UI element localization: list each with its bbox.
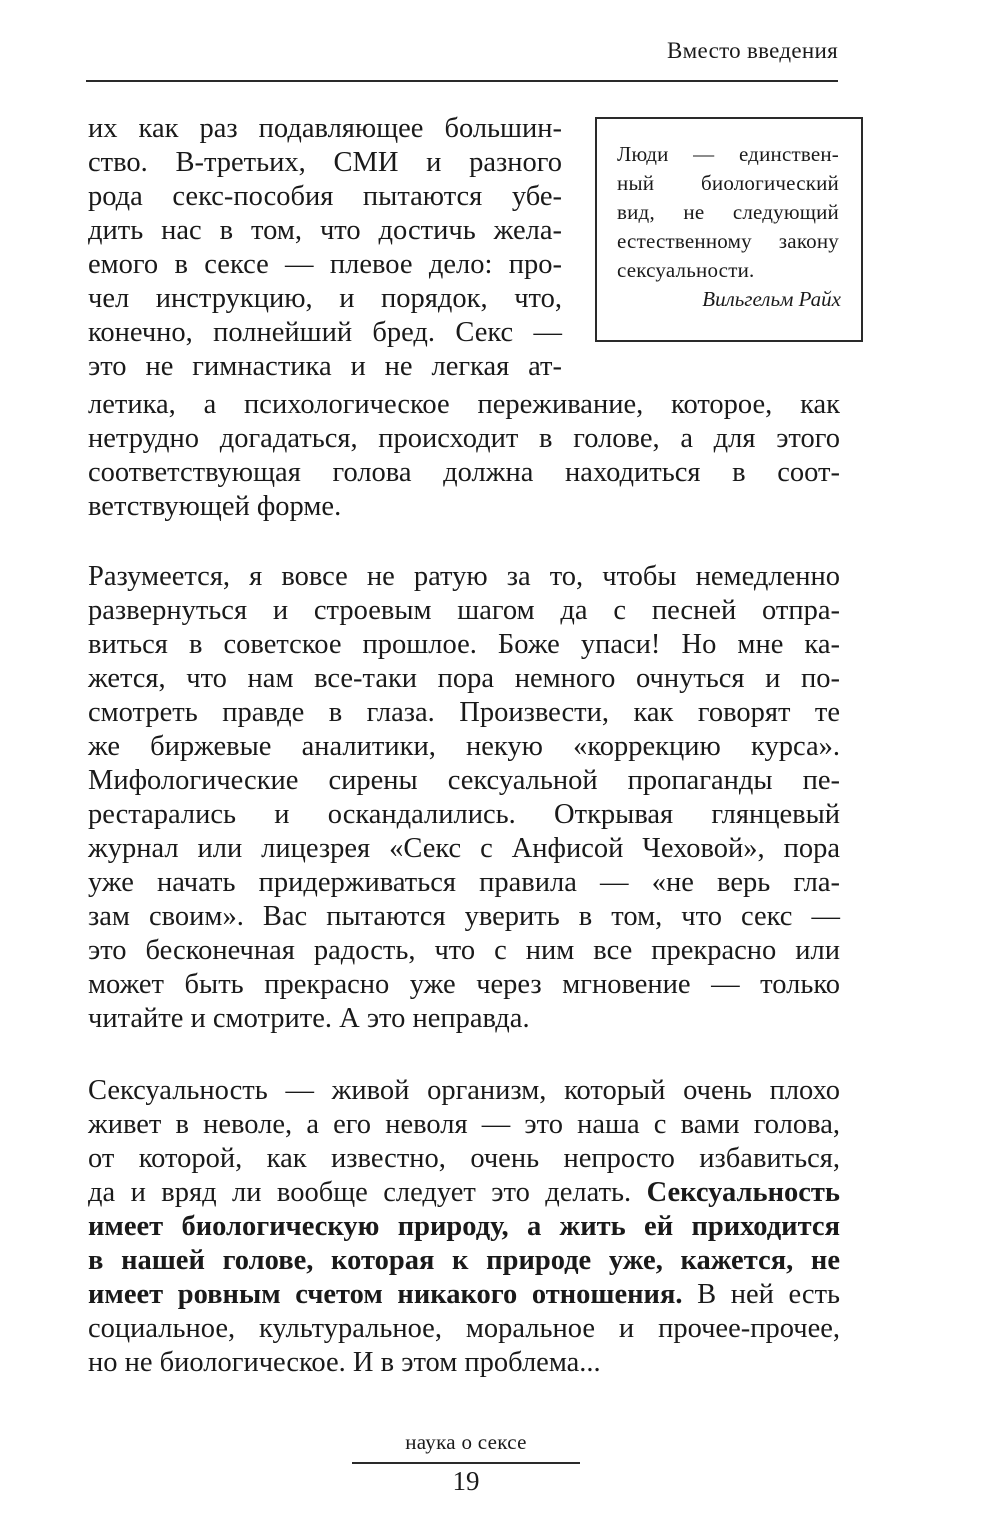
body-line: это бесконечная радость, что с ним все прекрасно или (88, 935, 840, 966)
quote-line: Люди — единствен- (617, 142, 839, 166)
body-line: живет в неволе, а его неволя — это наша с вами голова, (88, 1109, 840, 1140)
body-line: зам своим». Вас пытаются уверить в том, что секс — (88, 901, 840, 932)
body-line: соответствующая голова должна находиться в соот- (88, 457, 840, 488)
quote-line: ный биологический (617, 171, 839, 195)
quote-author: Вильгельм Райх (702, 287, 841, 311)
body-line: это не гимнастика и не легкая ат- (88, 351, 562, 382)
body-line-mixed (88, 1176, 840, 1210)
body-line: журнал или лицезрея «Секс с Анфисой Чеховой», пора (88, 833, 840, 864)
body-line: их как раз подавляющее большин- (88, 113, 562, 144)
body-line: может быть прекрасно уже через мгновение — только (88, 969, 840, 1000)
body-line: но не биологическое. И в этом проблема... (88, 1347, 601, 1378)
body-line-bold: имеет биологическую природу, а жить ей приходится (88, 1211, 840, 1242)
body-line: читайте и смотрите. А это неправда. (88, 1003, 530, 1034)
footer-rule (352, 1462, 580, 1464)
body-line: рестарались и оскандалились. Открывая глянцевый (88, 799, 840, 830)
quote-line: вид, не следующий (617, 200, 839, 224)
body-line: конечно, полнейший бред. Секс — (88, 317, 562, 348)
body-line: ство. В-третьих, СМИ и разного (88, 147, 562, 178)
body-text: В ней есть (697, 1279, 841, 1310)
body-line: Сексуальность — живой организм, который очень плохо (88, 1075, 840, 1106)
body-line: Разумеется, я вовсе не ратую за то, чтобы немедленно (88, 561, 840, 592)
body-line: виться в советское прошлое. Боже упаси! Но мне ка- (88, 629, 840, 660)
body-line: развернуться и строевым шагом да с песней отпра- (88, 595, 840, 626)
body-line: дить нас в том, что достичь жела- (88, 215, 562, 246)
footer-book-title: наука о сексе (405, 1430, 527, 1454)
quote-line: сексуальности. (617, 258, 755, 282)
bold-text: имеет ровным счетом никакого отношения. (88, 1279, 683, 1310)
bold-text: Сексуальность (646, 1177, 840, 1208)
body-line: социальное, культуральное, моральное и прочее-прочее, (88, 1313, 840, 1344)
body-line: уже начать придерживаться правила — «не верь гла- (88, 867, 840, 898)
header-rule (86, 80, 838, 82)
body-line: ветствующей форме. (88, 491, 342, 522)
body-line: летика, а психологическое переживание, которое, как (88, 389, 840, 420)
quote-line: естественному закону (617, 229, 839, 253)
body-line: Мифологические сирены сексуальной пропаганды пе- (88, 765, 840, 796)
body-line: нетрудно догадаться, происходит в голове, а для этого (88, 423, 840, 454)
body-line-bold: в нашей голове, которая к природе уже, кажется, не (88, 1245, 840, 1276)
body-line: рода секс-пособия пытаются убе- (88, 181, 562, 212)
sidebar-quote-box (595, 117, 863, 342)
body-line: чел инструкцию, и порядок, что, (88, 283, 562, 314)
body-line: емого в сексе — плевое дело: про- (88, 249, 562, 280)
page-number: 19 (452, 1466, 480, 1496)
body-line-mixed (88, 1278, 840, 1312)
body-line: же биржевые аналитики, некую «коррекцию курса». (88, 731, 840, 762)
body-line: смотреть правде в глаза. Произвести, как говорят те (88, 697, 840, 728)
body-line: от которой, как известно, очень непросто избавиться, (88, 1143, 840, 1174)
body-text: да и вряд ли вообще следует это делать. (88, 1177, 632, 1208)
body-line: жется, что нам все-таки пора немного очнуться и по- (88, 663, 840, 694)
running-header: Вместо введения (667, 38, 838, 63)
